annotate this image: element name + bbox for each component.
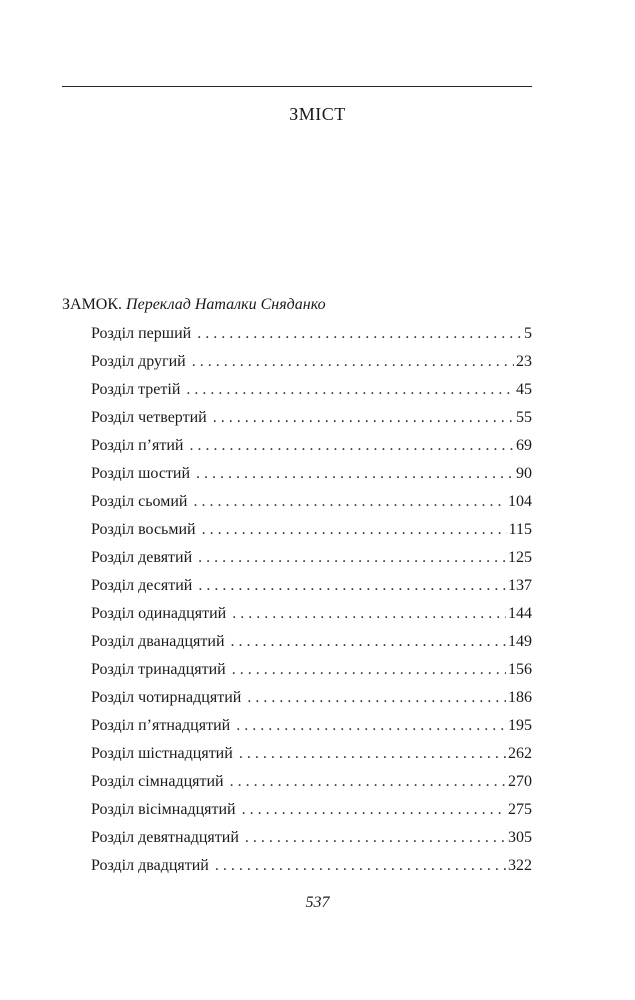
toc-entry[interactable] <box>91 656 532 684</box>
toc-entry-page: 69 <box>516 437 532 454</box>
top-rule <box>62 86 532 87</box>
toc-leader-dots <box>239 740 506 768</box>
toc-leader-dots <box>189 432 514 460</box>
toc-leader-dots <box>236 712 506 740</box>
toc-entry[interactable] <box>91 852 532 880</box>
toc-entry-label: Розділ третій <box>91 381 181 398</box>
toc-entry-label: Розділ дванадцятий <box>91 633 225 650</box>
work-translator: Переклад Наталки Сняданко <box>126 296 326 313</box>
toc-entry-label: Розділ перший <box>91 325 192 342</box>
toc-leader-dots <box>193 488 506 516</box>
toc-entry-page: 322 <box>508 857 532 874</box>
toc-entry-label: Розділ двадцятий <box>91 857 209 874</box>
toc-leader-dots <box>230 768 506 796</box>
toc-leader-dots <box>197 320 522 348</box>
toc-entry-page: 104 <box>508 493 532 510</box>
toc-leader-dots <box>198 544 506 572</box>
toc-entry-label: Розділ п’ятий <box>91 437 184 454</box>
toc-entry-label: Розділ восьмий <box>91 521 196 538</box>
toc-entry[interactable] <box>91 628 532 656</box>
toc-entry-page: 144 <box>508 605 532 622</box>
toc-entry[interactable] <box>91 824 532 852</box>
toc-entry[interactable] <box>91 600 532 628</box>
page-number: 537 <box>305 894 330 911</box>
toc-leader-dots <box>245 824 506 852</box>
toc-entry-page: 23 <box>516 353 532 370</box>
toc-entry-page: 45 <box>516 381 532 398</box>
toc-entry-label: Розділ одинадцятий <box>91 605 227 622</box>
toc-entry[interactable] <box>91 432 532 460</box>
toc-entry[interactable] <box>91 376 532 404</box>
toc-leader-dots <box>232 600 506 628</box>
toc-entry-label: Розділ шістнадцятий <box>91 745 233 762</box>
toc-entry-page: 195 <box>508 717 532 734</box>
toc-entry-label: Розділ сімнадцятий <box>91 773 224 790</box>
toc-entry-label: Розділ тринадцятий <box>91 661 226 678</box>
toc-leader-dots <box>213 404 514 432</box>
toc-entry[interactable] <box>91 796 532 824</box>
toc-entry[interactable] <box>91 488 532 516</box>
page-heading: ЗМІСТ <box>289 104 346 124</box>
toc-entry[interactable] <box>91 460 532 488</box>
toc-leader-dots <box>186 376 514 404</box>
toc-entry-label: Розділ десятий <box>91 577 193 594</box>
toc-entry[interactable] <box>91 348 532 376</box>
toc-entry-label: Розділ девятнадцятий <box>91 829 239 846</box>
toc-entry-label: Розділ четвертий <box>91 409 207 426</box>
toc-entry-page: 156 <box>508 661 532 678</box>
toc-entry-page: 90 <box>516 465 532 482</box>
toc-leader-dots <box>242 796 506 824</box>
toc-entry[interactable] <box>91 740 532 768</box>
toc-entry-label: Розділ сьомий <box>91 493 188 510</box>
work-title <box>62 296 326 314</box>
toc-entry-page: 55 <box>516 409 532 426</box>
toc-leader-dots <box>247 684 506 712</box>
toc-leader-dots <box>198 572 506 600</box>
toc-entry[interactable] <box>91 544 532 572</box>
toc-entry-page: 115 <box>508 521 532 538</box>
toc-leader-dots <box>196 460 514 488</box>
toc-entry-label: Розділ п’ятнадцятий <box>91 717 231 734</box>
toc-entry-page: 275 <box>508 801 532 818</box>
toc-entry-label: Розділ шостий <box>91 465 191 482</box>
toc-entry[interactable] <box>91 516 532 544</box>
toc-entry[interactable] <box>91 320 532 348</box>
toc-entry[interactable] <box>91 768 532 796</box>
toc-leader-dots <box>192 348 514 376</box>
toc-entry-label: Розділ другий <box>91 353 186 370</box>
toc-entry-page: 125 <box>508 549 532 566</box>
toc-entry[interactable] <box>91 712 532 740</box>
toc-entry[interactable] <box>91 404 532 432</box>
toc-leader-dots <box>231 628 506 656</box>
toc-entry-label: Розділ девятий <box>91 549 193 566</box>
toc-entry-label: Розділ вісімнадцятий <box>91 801 236 818</box>
toc-entry[interactable] <box>91 684 532 712</box>
toc-entry-page: 262 <box>508 745 532 762</box>
toc-entry-page: 149 <box>508 633 532 650</box>
toc-entry-page: 270 <box>508 773 532 790</box>
toc-entry-page: 186 <box>508 689 532 706</box>
toc-entry-page: 305 <box>508 829 532 846</box>
toc-leader-dots <box>232 656 506 684</box>
toc-entry-page: 137 <box>508 577 532 594</box>
toc-entry-label: Розділ чотирнадцятий <box>91 689 242 706</box>
toc-leader-dots <box>215 852 506 880</box>
toc-entry-page: 5 <box>524 325 532 342</box>
toc-entry[interactable] <box>91 572 532 600</box>
table-of-contents <box>91 320 532 880</box>
work-title-name: ЗАМОК. <box>62 296 123 313</box>
toc-leader-dots <box>202 516 507 544</box>
